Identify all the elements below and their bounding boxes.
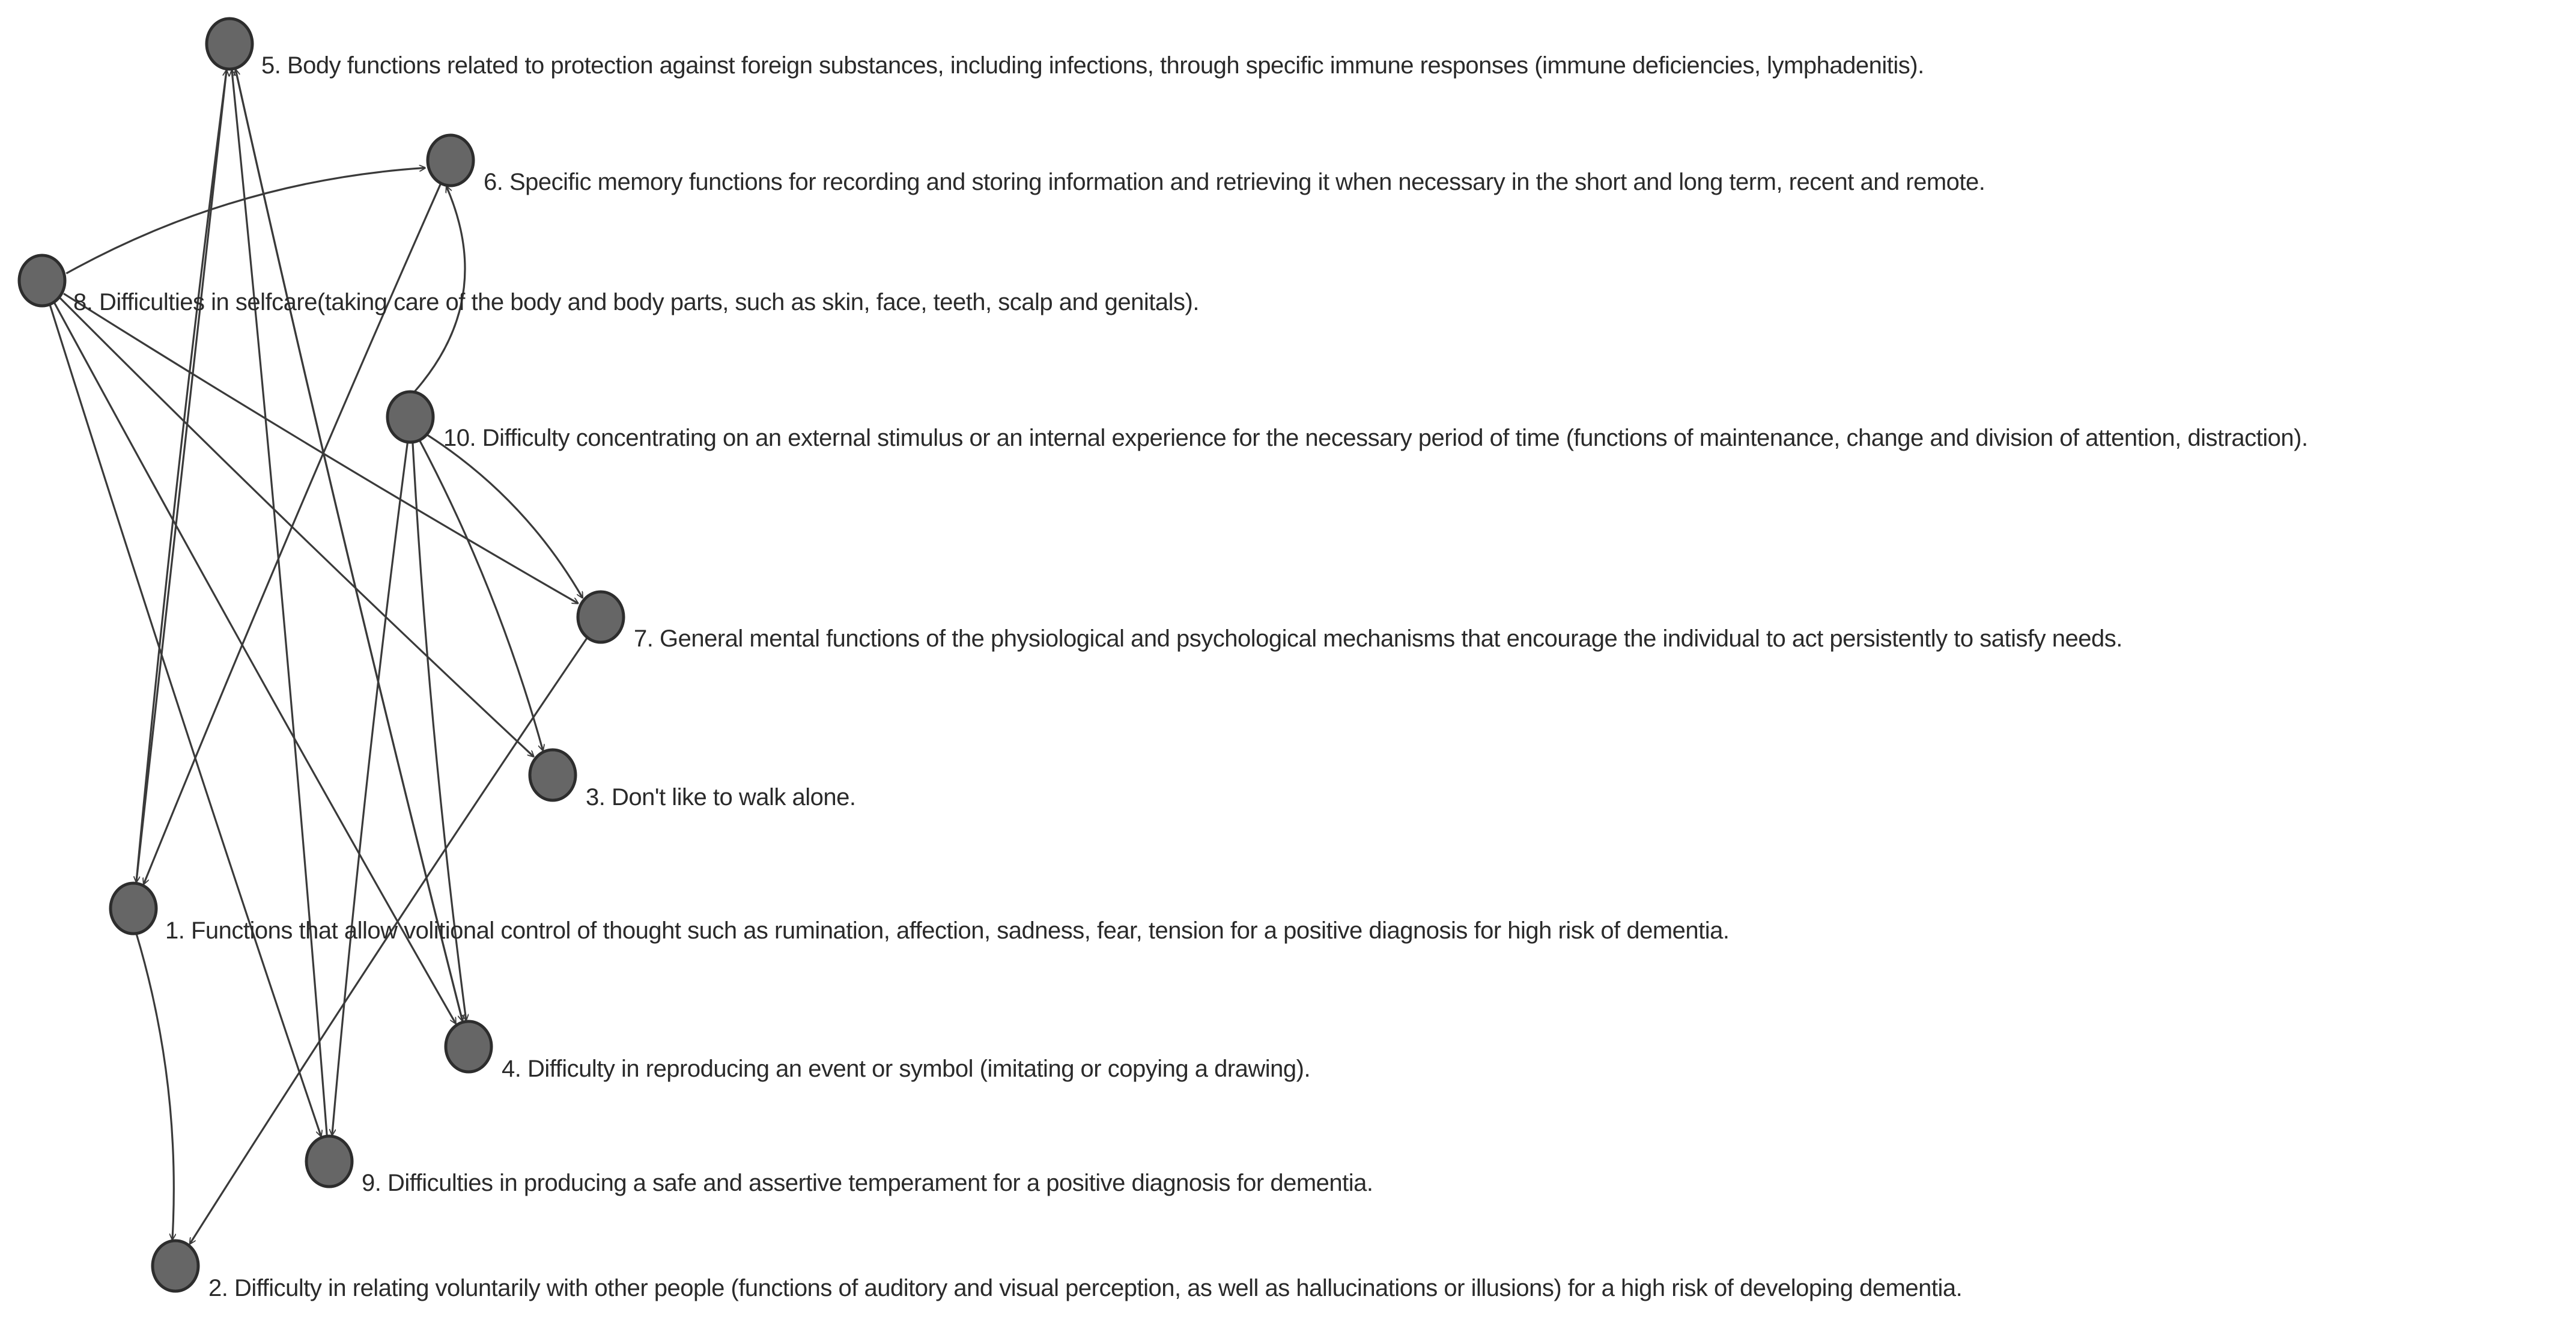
node-6-label: 6. Specific memory functions for recording and storing information and retrieving it when necessary in the short and long term, recent and remote. (484, 169, 1985, 195)
node-6-circle[interactable] (428, 135, 473, 186)
node-8-circle[interactable] (19, 255, 65, 306)
node-1-circle[interactable] (111, 883, 156, 934)
node-5-label: 5. Body functions related to protection against foreign substances, including infections, through specific immune responses (immune deficiencies, lymphadenitis). (261, 52, 1924, 79)
node-2-circle[interactable] (153, 1241, 198, 1291)
node-4-label: 4. Difficulty in reproducing an event or symbol (imitating or copying a drawing). (502, 1056, 1311, 1082)
node-7-label: 7. General mental functions of the physiological and psychological mechanisms that encourage the individual to act persistently to satisfy needs. (634, 625, 2122, 652)
node-3-label: 3. Don't like to walk alone. (586, 784, 856, 810)
edge-1-to-2 (136, 934, 174, 1240)
node-3[interactable] (530, 750, 855, 810)
node-7-circle[interactable] (578, 592, 624, 642)
node-1-label: 1. Functions that allow volitional control of thought such as rumination, affection, sadness, fear, tension for a positive diagnosis for high risk of dementia. (165, 917, 1730, 944)
node-9-circle[interactable] (306, 1136, 352, 1187)
node-5-circle[interactable] (207, 19, 252, 69)
edge-9-to-5 (232, 70, 327, 1136)
node-8-label: 8. Difficulties in selfcare(taking care of the body and body parts, such as skin, face, teeth, scalp and genitals). (73, 289, 1199, 315)
node-4-circle[interactable] (446, 1021, 491, 1072)
node-5[interactable] (207, 19, 1924, 79)
nodes (19, 19, 2308, 1301)
node-9-label: 9. Difficulties in producing a safe and assertive temperament for a positive diagnosis for dementia. (362, 1170, 1373, 1196)
node-10-label: 10. Difficulty concentrating on an external stimulus or an internal experience for the necessary period of time (functions of maintenance, change and division of attention, distraction). (443, 425, 2308, 451)
node-2-label: 2. Difficulty in relating voluntarily with other people (functions of auditory and visual perception, as well as hallucinations or illusions) for a high risk of developing dementia. (208, 1275, 1963, 1301)
node-2[interactable] (153, 1241, 1962, 1301)
node-9[interactable] (306, 1136, 1373, 1196)
edge-10-to-9 (332, 442, 408, 1136)
edge-8-to-6 (66, 168, 425, 273)
edge-10-to-3 (420, 440, 543, 750)
edge-10-to-7 (428, 435, 583, 598)
node-8[interactable] (19, 255, 1199, 315)
edge-8-to-9 (50, 305, 321, 1136)
node-3-circle[interactable] (530, 750, 576, 800)
node-6[interactable] (428, 135, 1985, 195)
node-7[interactable] (578, 592, 2122, 652)
node-10-circle[interactable] (387, 392, 433, 442)
node-10[interactable] (387, 392, 2308, 451)
node-4[interactable] (446, 1021, 1310, 1082)
